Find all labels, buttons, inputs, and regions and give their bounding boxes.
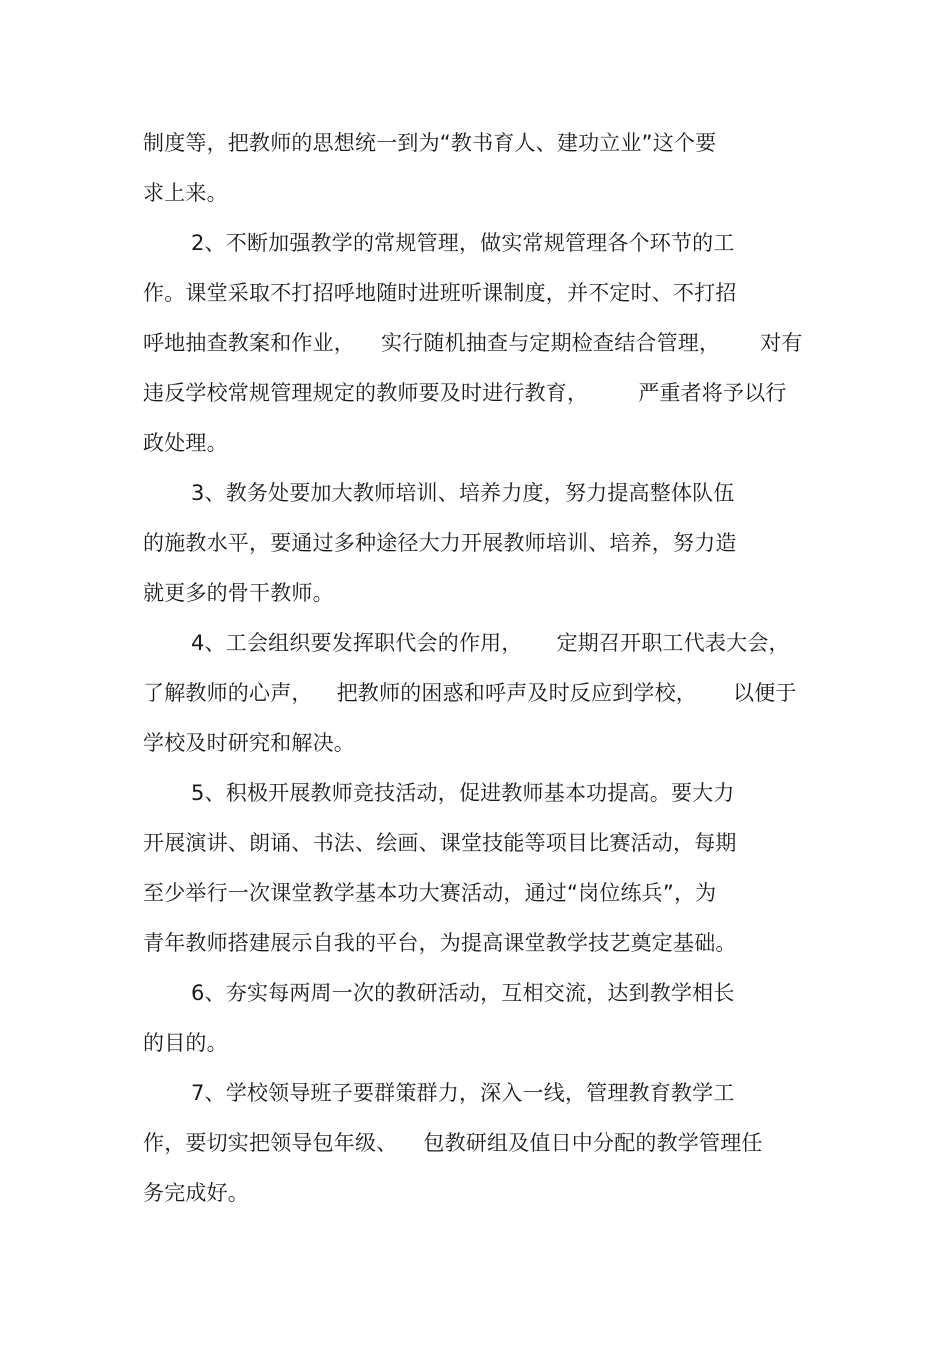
text-segment: 定期召开职工代表大会， xyxy=(556,631,790,655)
text-line: 政处理。 xyxy=(143,431,228,455)
text-line: 作。课堂采取不打招呼地随时进班听课制度，并不定时、不打招 xyxy=(143,281,737,305)
text-line xyxy=(143,1128,763,1158)
text-segment: 以便于 xyxy=(733,681,797,705)
text-segment: 呼地抽查教案和作业， xyxy=(143,331,355,355)
text-line xyxy=(143,328,803,358)
paragraph-start-line: 5、积极开展教师竞技活动，促进教师基本功提高。要大力 xyxy=(191,781,735,805)
text-segment: 了解教师的心声， xyxy=(143,681,313,705)
paragraph-start-line: 7、学校领导班子要群策群力，深入一线，管理教育教学工 xyxy=(191,1081,735,1105)
text-line: 的目的。 xyxy=(143,1031,228,1055)
text-segment: 实行随机抽查与定期检查结合管理， xyxy=(381,331,721,355)
text-segment: 对有 xyxy=(760,331,803,355)
paragraph-start-line xyxy=(191,628,790,658)
text-line: 务完成好。 xyxy=(143,1181,249,1205)
text-line: 就更多的骨干教师。 xyxy=(143,581,334,605)
paragraph-start-line: 6、夯实每两周一次的教研活动，互相交流，达到教学相长 xyxy=(191,981,735,1005)
text-line: 开展演讲、朗诵、书法、绘画、课堂技能等项目比赛活动，每期 xyxy=(143,831,737,855)
text-line: 求上来。 xyxy=(143,181,228,205)
text-line: 青年教师搭建展示自我的平台，为提高课堂教学技艺奠定基础。 xyxy=(143,931,737,955)
text-segment: 包教研组及值日中分配的教学管理任 xyxy=(423,1131,763,1155)
text-line xyxy=(143,378,787,408)
text-line: 至少举行一次课堂教学基本功大赛活动，通过“岗位练兵”，为 xyxy=(143,881,717,905)
text-line: 学校及时研究和解决。 xyxy=(143,731,355,755)
text-segment: 违反学校常规管理规定的教师要及时进行教育， xyxy=(143,381,589,405)
paragraph-start-line: 3、教务处要加大教师培训、培养力度，努力提高整体队伍 xyxy=(191,481,735,505)
text-segment: 作，要切实把领导包年级、 xyxy=(143,1131,398,1155)
text-line: 的施教水平，要通过多种途径大力开展教师培训、培养，努力造 xyxy=(143,531,737,555)
text-line xyxy=(143,678,797,708)
paragraph-start-line: 2、不断加强教学的常规管理，做实常规管理各个环节的工 xyxy=(191,231,735,255)
text-segment: 严重者将予以行 xyxy=(638,381,787,405)
text-segment: 4、工会组织要发挥职代会的作用， xyxy=(191,631,523,655)
text-segment: 把教师的困惑和呼声及时反应到学校， xyxy=(336,681,698,705)
text-line: 制度等，把教师的思想统一到为“教书育人、建功立业”这个要 xyxy=(143,131,717,155)
